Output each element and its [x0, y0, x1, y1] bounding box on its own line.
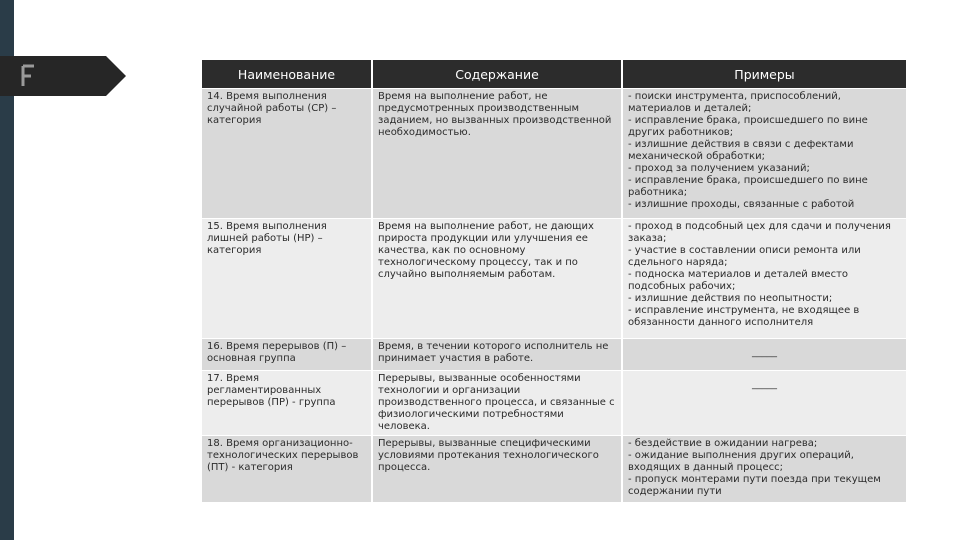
example-line: - излишние проходы, связанные с работой [628, 199, 855, 210]
slide-mark-icon [20, 64, 38, 88]
row-content: Время, в течении которого исполнитель не принимает участия в работе. [372, 339, 622, 371]
example-line: - исправление инструмента, не входящее в обязанности данного исполнителя [628, 305, 860, 328]
example-line: - излишние действия в связи с дефектами механической обработки; [628, 139, 854, 162]
row-examples [622, 219, 906, 339]
example-line: - исправление брака, происшедшего по вине других работников; [628, 115, 868, 138]
row-examples [622, 339, 906, 371]
example-line: - пропуск монтерами пути поезда при текущем содержании пути [628, 474, 881, 497]
row-content: Время на выполнение работ, не дающих прироста продукции или улучшения ее качества, как по основному технологическому процессу, так и по случайно выполняемым работам. [372, 219, 622, 339]
row-content: Перерывы, вызванные особенностями технологии и организации производственного процесса, и связанные с физиологическими потребностями человека. [372, 371, 622, 436]
row-name: 17. Время регламентированных перерывов (ПР) - группа [202, 371, 372, 436]
example-line: - излишние действия по неопытности; [628, 293, 833, 304]
title-arrow-band [0, 56, 126, 96]
example-line: - исправление брака, происшедшего по вине работника; [628, 175, 868, 198]
header-content: Содержание [372, 60, 622, 89]
row-examples [622, 371, 906, 436]
empty-dash: _____ [752, 347, 777, 358]
header-name: Наименование [202, 60, 372, 89]
header-examples: Примеры [622, 60, 906, 89]
row-examples [622, 89, 906, 219]
example-line: - проход в подсобный цех для сдачи и получения заказа; [628, 221, 891, 244]
row-name: 18. Время организационно-технологических перерывов (ПТ) - категория [202, 436, 372, 502]
empty-dash: _____ [752, 379, 777, 390]
row-content: Время на выполнение работ, не предусмотренных производственным заданием, но вызванных производственной необходимостью. [372, 89, 622, 219]
table-row [202, 89, 906, 219]
example-line: - ожидание выполнения других операций, входящих в данный процесс; [628, 450, 854, 473]
example-line: - участие в составлении описи ремонта или сдельного наряда; [628, 245, 861, 268]
work-time-table [202, 60, 906, 502]
table-row [202, 339, 906, 371]
table-row [202, 436, 906, 502]
row-content: Перерывы, вызванные специфическими условиями протекания технологического процесса. [372, 436, 622, 502]
example-line: - поиски инструмента, приспособлений, материалов и деталей; [628, 91, 841, 114]
row-examples [622, 436, 906, 502]
table-header-row [202, 60, 906, 89]
row-name: 14. Время выполнения случайной работы (СР) – категория [202, 89, 372, 219]
table-row [202, 371, 906, 436]
row-name: 16. Время перерывов (П) – основная группа [202, 339, 372, 371]
table-row [202, 219, 906, 339]
row-name: 15. Время выполнения лишней работы (НР) – категория [202, 219, 372, 339]
example-line: - проход за получением указаний; [628, 163, 810, 174]
example-line: - бездействие в ожидании нагрева; [628, 438, 818, 449]
example-line: - подноска материалов и деталей вместо подсобных рабочих; [628, 269, 849, 292]
